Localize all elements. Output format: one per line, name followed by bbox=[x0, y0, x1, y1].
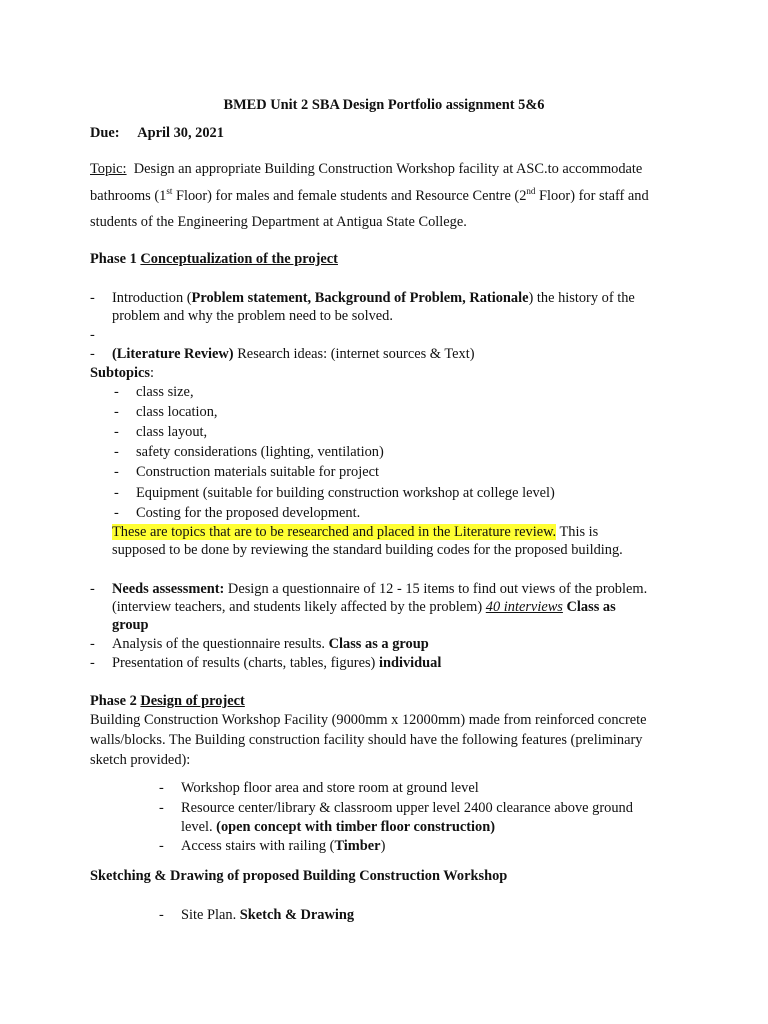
phase2-para-line-2: walls/blocks. The Building construction facility should have the following features (preliminary bbox=[90, 732, 643, 748]
feature-item: Resource center/library & classroom upper level 2400 clearance above ground bbox=[181, 800, 633, 816]
needs-line-1: Needs assessment: Design a questionnaire of 12 - 15 items to find out views of the problem. bbox=[112, 581, 648, 597]
bullet-dash: - bbox=[114, 485, 119, 501]
bullet-dash: - bbox=[90, 636, 95, 652]
due-date: April 30, 2021 bbox=[137, 125, 224, 141]
bullet-dash: - bbox=[159, 780, 164, 796]
bullet-dash: - bbox=[114, 464, 119, 480]
bullet-dash: - bbox=[114, 505, 119, 521]
due-line: Due: April 30, 2021 bbox=[90, 125, 224, 141]
bullet-dash: - bbox=[114, 444, 119, 460]
bullet-dash: - bbox=[114, 384, 119, 400]
phase2-para-line-3: sketch provided): bbox=[90, 752, 191, 768]
feature-item: Access stairs with railing (Timber) bbox=[181, 838, 386, 854]
literature-note-line-1: These are topics that are to be researched and placed in the Literature review. This is bbox=[112, 524, 599, 540]
bullet-dash: - bbox=[90, 327, 95, 343]
list-item: class size, bbox=[136, 384, 194, 400]
subtopics-label: Subtopics: bbox=[90, 365, 154, 381]
bullet-dash: - bbox=[90, 346, 95, 362]
phase2-heading: Phase 2 Design of project bbox=[90, 693, 245, 709]
interviews-count: 40 interviews bbox=[485, 599, 563, 615]
analysis-line: Analysis of the questionnaire results. Class as a group bbox=[112, 636, 429, 652]
list-item: Construction materials suitable for project bbox=[136, 464, 379, 480]
literature-note-line-2: supposed to be done by reviewing the standard building codes for the proposed building. bbox=[112, 542, 623, 558]
bullet-dash: - bbox=[159, 838, 164, 854]
literature-review-line: (Literature Review) Research ideas: (internet sources & Text) bbox=[112, 346, 475, 362]
bullet-dash: - bbox=[90, 290, 95, 306]
document-title: BMED Unit 2 SBA Design Portfolio assignment 5&6 bbox=[223, 97, 545, 113]
feature-item: Workshop floor area and store room at ground level bbox=[181, 780, 479, 796]
bullet-dash: - bbox=[90, 655, 95, 671]
topic-label: Topic: bbox=[90, 161, 127, 177]
list-item: class location, bbox=[136, 404, 218, 420]
bullet-dash: - bbox=[159, 800, 164, 816]
presentation-line: Presentation of results (charts, tables, figures) individual bbox=[112, 655, 442, 671]
sketching-heading: Sketching & Drawing of proposed Building Construction Workshop bbox=[90, 868, 508, 884]
topic-line-1: Topic: Design an appropriate Building Construction Workshop facility at ASC.to accommodate bbox=[90, 161, 643, 177]
needs-line-2: (interview teachers, and students likely affected by the problem) 40 interviews Class as bbox=[112, 599, 616, 615]
phase1-heading: Phase 1 Conceptualization of the project bbox=[90, 251, 338, 267]
phase2-para-line-1: Building Construction Workshop Facility (9000mm x 12000mm) made from reinforced concrete bbox=[90, 712, 647, 728]
topic-line-2: bathrooms (1st Floor) for males and female students and Resource Centre (2nd Floor) for staff and bbox=[90, 186, 649, 204]
list-item: Costing for the proposed development. bbox=[136, 505, 361, 521]
list-item: class layout, bbox=[136, 424, 208, 440]
list-item: Equipment (suitable for building construction workshop at college level) bbox=[136, 485, 555, 501]
highlighted-note: These are topics that are to be researched and placed in the Literature review. bbox=[112, 524, 557, 540]
topic-line-3: students of the Engineering Department at Antigua State College. bbox=[90, 214, 467, 230]
list-item: safety considerations (lighting, ventilation) bbox=[136, 444, 384, 460]
site-plan-item: Site Plan. Sketch & Drawing bbox=[181, 907, 355, 923]
bullet-dash: - bbox=[114, 424, 119, 440]
intro-line-1: Introduction (Problem statement, Background of Problem, Rationale) the history of the bbox=[112, 290, 635, 306]
bullet-dash: - bbox=[159, 907, 164, 923]
bullet-dash: - bbox=[90, 581, 95, 597]
bullet-dash: - bbox=[114, 404, 119, 420]
feature-item-cont: level. (open concept with timber floor construction) bbox=[181, 819, 496, 835]
needs-line-3: group bbox=[112, 617, 149, 633]
intro-line-2: problem and why the problem need to be solved. bbox=[112, 308, 393, 324]
